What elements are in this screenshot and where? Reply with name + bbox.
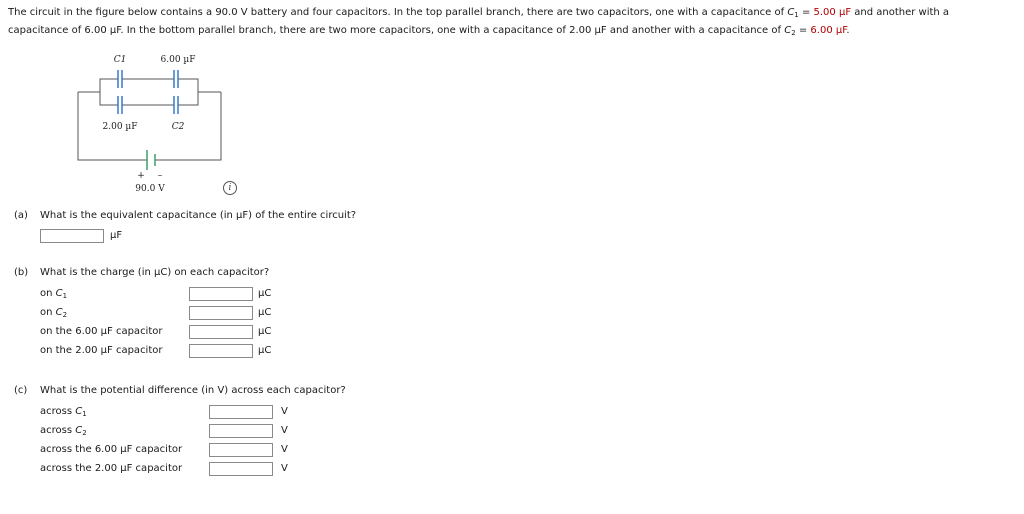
charge-6uf-unit: µC <box>258 326 272 337</box>
c1-value: 5.00 µF <box>813 7 852 18</box>
voltage-row-6uf-label: across the 6.00 µF capacitor <box>40 444 183 455</box>
battery-minus: – <box>157 171 163 181</box>
voltage-6uf-unit: V <box>281 444 288 455</box>
equals-2: = <box>795 25 811 36</box>
part-b-question <box>14 267 269 278</box>
part-a-question <box>14 210 356 221</box>
intro-text-2: and another with a capacitance of 6.00 µF. In the bottom parallel branch, there are two more capacitors, one with a capacitance of 2.00 µF and another with a capacitance of <box>8 7 950 36</box>
charge-row-2uf-label: on the 2.00 µF capacitor <box>40 345 163 356</box>
charge-2uf-input[interactable] <box>189 344 253 358</box>
battery-label: 90.0 V <box>135 184 165 194</box>
c1-label: C1 <box>113 55 127 65</box>
circuit-wires <box>78 79 221 160</box>
charge-row-c1-label: on $C_1$ <box>40 288 68 300</box>
intro-end: . <box>846 25 850 36</box>
part-c-text: What is the potential difference (in V) across each capacitor? <box>40 385 346 396</box>
charge-c2-input[interactable] <box>189 306 253 320</box>
part-a-text: What is the equivalent capacitance (in µF) of the entire circuit? <box>40 210 357 221</box>
voltage-c2-unit: V <box>281 425 288 436</box>
voltage-row-2uf-label: across the 2.00 µF capacitor <box>40 463 183 474</box>
charge-c1-input[interactable] <box>189 287 253 301</box>
c2-label: C2 <box>171 122 185 132</box>
part-b-text: What is the charge (in µC) on each capacitor? <box>40 267 270 278</box>
charge-c1-unit: µC <box>258 288 272 299</box>
voltage-2uf-unit: V <box>281 463 288 474</box>
voltage-row-c2-label: across $C_2$ <box>40 425 87 437</box>
c2-value: 6.00 µF <box>810 25 847 36</box>
charge-6uf-input[interactable] <box>189 325 253 339</box>
part-c-label: (c) <box>14 385 28 396</box>
bottom-left-label: 2.00 µF <box>102 122 138 132</box>
equals-1: = <box>798 7 814 18</box>
problem-statement <box>8 5 1008 41</box>
voltage-2uf-input[interactable] <box>209 462 273 476</box>
voltage-6uf-input[interactable] <box>209 443 273 457</box>
equivalent-capacitance-input[interactable] <box>40 229 104 243</box>
charge-row-6uf-label: on the 6.00 µF capacitor <box>40 326 163 337</box>
charge-c2-unit: µC <box>258 307 272 318</box>
charge-row-c2-label: on $C_2$ <box>40 307 68 319</box>
capacitor-plates <box>118 70 178 114</box>
part-b-label: (b) <box>14 267 29 278</box>
c2-symbol: C <box>784 25 792 36</box>
info-icon[interactable]: i <box>223 181 237 195</box>
c1-subscript: 1 <box>794 11 799 19</box>
voltage-row-c1-label: across $C_1$ <box>40 406 87 418</box>
voltage-c2-input[interactable] <box>209 424 273 438</box>
battery-symbol <box>147 150 155 170</box>
voltage-c1-unit: V <box>281 406 288 417</box>
part-a-unit: µF <box>110 230 123 241</box>
c1-symbol: C <box>787 7 795 18</box>
voltage-c1-input[interactable] <box>209 405 273 419</box>
part-c-question <box>14 385 346 396</box>
charge-2uf-unit: µC <box>258 345 272 356</box>
part-a-label: (a) <box>14 210 28 221</box>
intro-text-1: The circuit in the figure below contains a 90.0 V battery and four capacitors. In the top parallel branch, there are two capacitors, one with a capacitance of <box>8 7 788 18</box>
c2-subscript: 2 <box>791 29 796 37</box>
top-right-label: 6.00 µF <box>160 55 196 65</box>
battery-plus: + <box>137 171 145 181</box>
circuit-diagram <box>70 48 230 198</box>
